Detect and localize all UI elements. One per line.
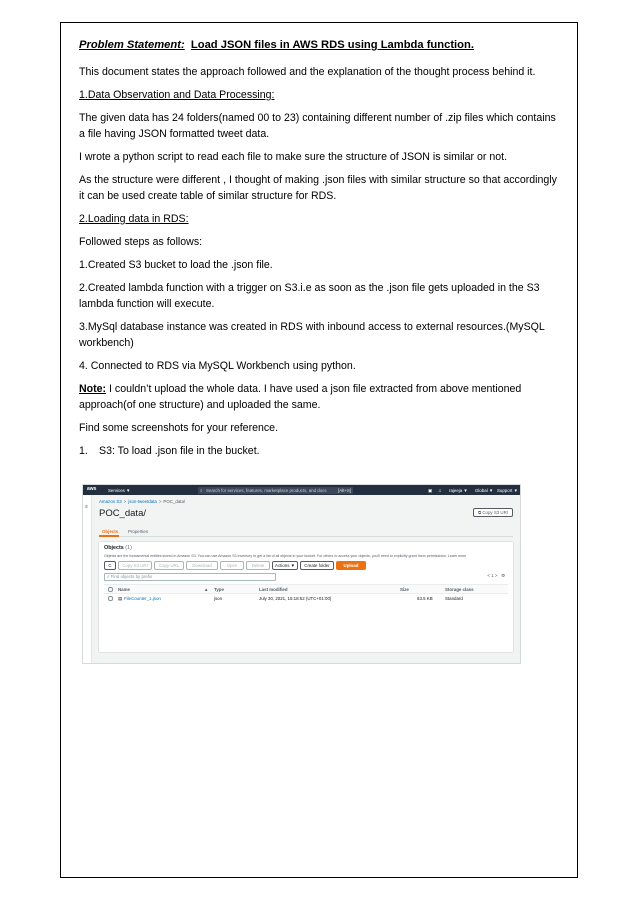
document-title: Problem Statement: Load JSON files in AWS RDS using Lambda function. (79, 39, 474, 51)
find-objects-input[interactable]: ⌕ Find objects by prefix (104, 573, 276, 581)
step-1: 1.Created S3 bucket to load the .json file. (79, 259, 273, 271)
object-type: json (214, 595, 223, 601)
paragraph-data-folders: The given data has 24 folders(named 00 to 23) containing different number of .zip files which contains a file having JSON formatted tweet data. (79, 112, 556, 140)
table-row[interactable] (104, 594, 508, 602)
section2-heading: 2.Loading data in RDS: (79, 213, 189, 225)
col-name[interactable]: Name (118, 586, 130, 592)
note-label: Note: (79, 383, 107, 395)
refresh-button[interactable]: C (104, 561, 116, 570)
sort-icon[interactable]: ▲ (204, 586, 209, 592)
aws-logo: aws (87, 486, 97, 492)
select-all-checkbox[interactable] (108, 587, 113, 592)
objects-description: Objects are the fundamental entities stored in Amazon S3. You can use Amazon S3 inventory to get a list of all objects in your bucket. For others to access your objects, you'll need to explicitly grant them permissions. Learn more (104, 554, 467, 558)
document-page (60, 22, 578, 878)
objects-heading: Objects (1) (104, 545, 132, 551)
step-3: 3.MySql database instance was created in RDS with inbound access to external resources.(MySQL workbench) (79, 321, 545, 349)
document-body (79, 37, 561, 466)
tab-objects[interactable]: Objects (102, 529, 119, 534)
terminal-icon[interactable]: ▣ (428, 487, 433, 493)
gear-icon[interactable]: ⚙ (501, 573, 505, 578)
object-modified: July 30, 2021, 15:18:52 (UTC+01:00) (259, 595, 332, 601)
copy-url-button[interactable]: Copy URL (154, 561, 184, 570)
col-type[interactable]: Type (214, 586, 224, 592)
note-text: I couldn’t upload the whole data. I have used a json file extracted from above mentioned approach(of one structure) and uploaded the same. (79, 383, 522, 411)
copy-s3-uri-toolbar-button[interactable]: Copy S3 URI (118, 561, 152, 570)
open-button[interactable]: Open (220, 561, 244, 570)
console-search[interactable]: ⌕ Search for services, features, marketplace products, and docs [Alt+S] (200, 487, 352, 493)
breadcrumb: Amazon S3 > json-tweetdata > POC_data/ (99, 499, 186, 504)
tab-properties[interactable]: Properties (128, 529, 149, 534)
download-button[interactable]: Download (186, 561, 218, 570)
paragraph-steps: Followed steps as follows: (79, 236, 203, 248)
file-icon: ▤ (118, 595, 123, 601)
paragraph-python-script: I wrote a python script to read each file to make sure the structure of JSON is similar or not. (79, 151, 508, 163)
note-paragraph (79, 381, 561, 413)
row-checkbox[interactable] (108, 596, 113, 601)
create-folder-button[interactable]: Create folder (300, 561, 334, 570)
col-size[interactable]: Size (400, 586, 409, 592)
object-size: 63.5 KB (417, 595, 433, 601)
object-storage: Standard (445, 595, 463, 601)
aws-top-bar (83, 485, 520, 495)
table-header (104, 584, 508, 594)
object-name-link[interactable]: FileCounter_1.json (124, 595, 161, 601)
bell-icon[interactable]: ♫ (438, 487, 442, 493)
col-storage-class[interactable]: Storage class (445, 586, 474, 592)
user-menu[interactable]: rajeeja ▼ (449, 487, 468, 493)
copy-icon: ⧉ (478, 510, 482, 515)
side-nav-collapsed[interactable] (83, 495, 92, 663)
section1-heading: 1.Data Observation and Data Processing: (79, 89, 275, 101)
actions-button[interactable]: Actions ▼ (272, 561, 298, 570)
paragraph-structure: As the structure were different , I thought of making .json files with similar structure so that accordingly it can be used create table of similar structure for RDS. (79, 174, 557, 202)
upload-button[interactable]: Upload (336, 561, 366, 570)
paragraph-screenshots: Find some screenshots for your reference. (79, 422, 279, 434)
s3-main (92, 495, 520, 663)
intro-paragraph: This document states the approach followed and the explanation of the thought process behind it. (79, 66, 536, 78)
copy-s3-uri-button[interactable]: ⧉ Copy S3 URI (473, 508, 513, 517)
objects-panel (99, 542, 513, 652)
delete-button[interactable]: Delete (246, 561, 270, 570)
region-menu[interactable]: Global ▼ (475, 487, 494, 493)
s3-console-screenshot (82, 484, 521, 664)
step-4: 4. Connected to RDS via MySQL Workbench using python. (79, 360, 356, 372)
step-2: 2.Created lambda function with a trigger on S3.i.e as soon as the .json file gets uploaded in the S3 lambda function will execute. (79, 282, 540, 310)
support-menu[interactable]: Support ▼ (497, 487, 518, 493)
search-icon: ⌕ (107, 574, 110, 579)
search-icon: ⌕ (200, 487, 203, 493)
pagination[interactable]: < 1 > ⚙ (487, 573, 505, 578)
hamburger-icon[interactable]: ≡ (85, 504, 88, 510)
services-menu[interactable]: Services ▼ (108, 487, 131, 493)
list-item-s3: 1. S3: To load .json file in the bucket. (79, 445, 260, 457)
col-last-modified[interactable]: Last modified (259, 586, 288, 592)
page-title: POC_data/ (99, 508, 146, 519)
